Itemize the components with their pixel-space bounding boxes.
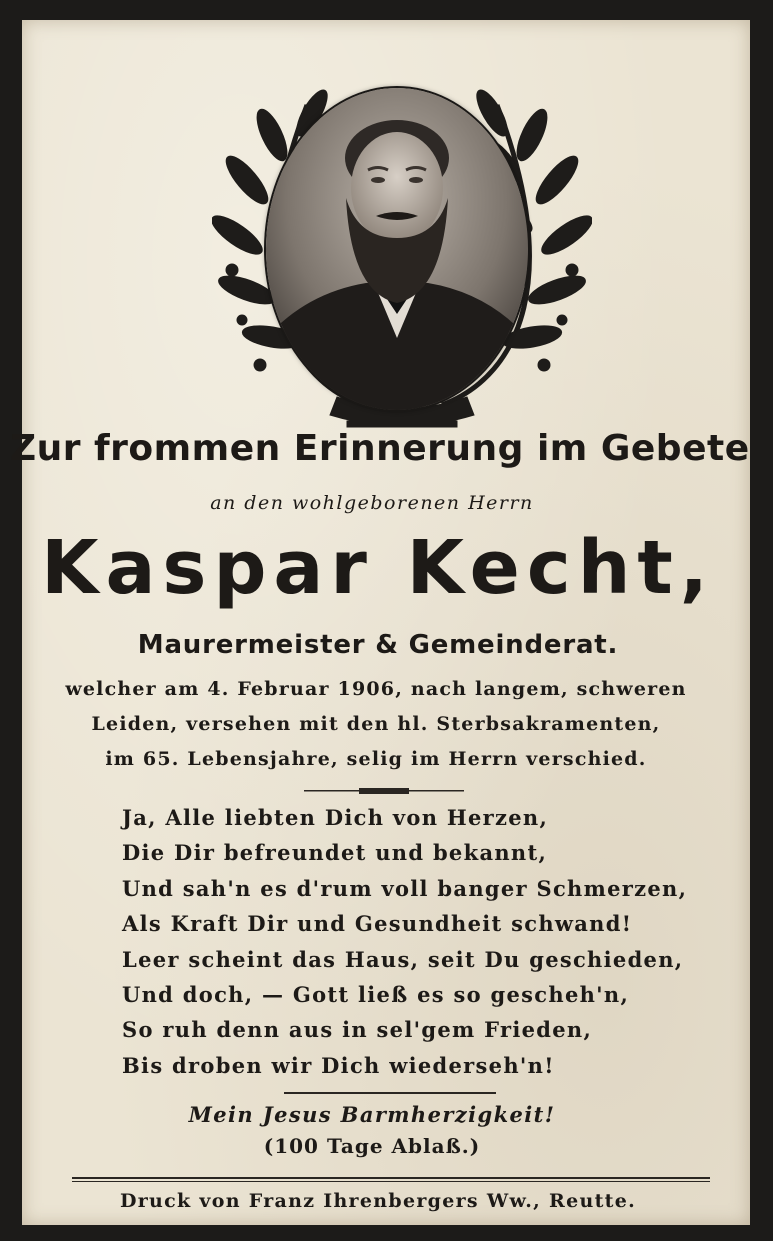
indulgence-line: (100 Tage Ablaß.) bbox=[263, 1134, 481, 1158]
poem-line: Die Dir befreundet und bekannt, bbox=[122, 840, 548, 866]
portrait-photo bbox=[266, 88, 528, 410]
occupation-title: Maurermeister & Gemeinderat. bbox=[137, 630, 619, 660]
printer-credit: Druck von Franz Ihrenbergers Ww., Reutte. bbox=[119, 1190, 637, 1212]
text-line: im 65. Lebensjahre, selig im Herrn verschied. bbox=[105, 748, 647, 770]
footer-rule bbox=[72, 1181, 710, 1182]
divider-line bbox=[284, 1092, 496, 1094]
heading: Zur frommen Erinnerung im Gebete bbox=[10, 428, 750, 469]
poem bbox=[122, 800, 688, 1083]
poem-line: Bis droben wir Dich wiederseh'n! bbox=[122, 1052, 555, 1078]
footer-rule bbox=[72, 1177, 710, 1179]
intro-line: an den wohlgeborenen Herrn bbox=[210, 492, 534, 514]
poem-line: Und sah'n es d'rum voll banger Schmerzen, bbox=[122, 875, 688, 901]
memorial-card bbox=[10, 20, 750, 1225]
poem-line: So ruh denn aus in sel'gem Frieden, bbox=[122, 1017, 593, 1043]
poem-line: Ja, Alle liebten Dich von Herzen, bbox=[122, 805, 549, 830]
ornament-divider bbox=[304, 787, 464, 795]
poem-line: Als Kraft Dir und Gesundheit schwand! bbox=[122, 911, 633, 937]
text-line: Leiden, versehen mit den hl. Sterbsakramenten, bbox=[91, 713, 661, 735]
prayer-line: Mein Jesus Barmherzigkeit! bbox=[188, 1102, 556, 1127]
deceased-name: Kaspar Kecht, bbox=[41, 525, 715, 611]
poem-line: Leer scheint das Haus, seit Du geschieden, bbox=[122, 946, 684, 972]
poem-line: Und doch, — Gott ließ es so gescheh'n, bbox=[122, 981, 630, 1007]
text-line: welcher am 4. Februar 1906, nach langem, schweren bbox=[65, 678, 687, 700]
